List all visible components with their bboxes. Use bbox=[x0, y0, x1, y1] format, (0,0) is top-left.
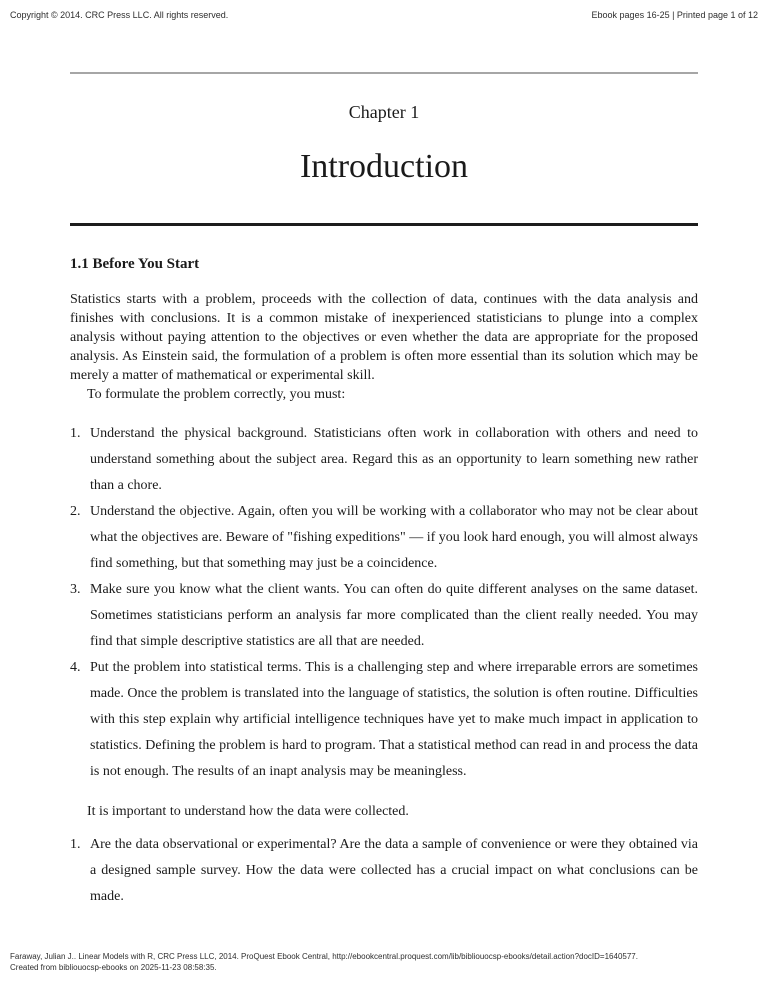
page-content bbox=[70, 0, 698, 910]
list-item-number: 2. bbox=[70, 504, 81, 519]
list-item-number: 3. bbox=[70, 582, 81, 597]
chapter-title: Introduction bbox=[299, 148, 469, 185]
list-item-number: 1. bbox=[70, 426, 81, 441]
pages-info-text: Ebook pages 16-25 | Printed page 1 of 12 bbox=[591, 10, 758, 20]
citation-line-2: Created from bibliouocsp-ebooks on 2025-11-23 08:58:35. bbox=[10, 963, 217, 972]
title-divider bbox=[70, 223, 698, 226]
section-heading: 1.1 Before You Start bbox=[70, 256, 200, 272]
list-item-number: 1. bbox=[70, 837, 81, 852]
formulate-instruction: To formulate the problem correctly, you must: bbox=[87, 387, 346, 402]
list-item-text: Understand the objective. Again, often you will be working with a collaborator who may not be clear about what the objectives are. Beware of "fishing expeditions" — if you look hard enough, you will almost always find something, but that something may just be a coincidence. bbox=[90, 504, 698, 571]
list-item bbox=[70, 832, 698, 910]
header-divider bbox=[70, 72, 698, 74]
list-item bbox=[70, 577, 698, 655]
chapter-label: Chapter 1 bbox=[348, 102, 420, 122]
citation-line-1: Faraway, Julian J.. Linear Models with R, CRC Press LLC, 2014. ProQuest Ebook Central, http://ebookcentral.proquest.com/lib/bibliouocsp-ebooks/detail.action?docID=1640577. bbox=[10, 952, 638, 961]
list-item-text: Understand the physical background. Statisticians often work in collaboration with others and need to understand something about the subject area. Regard this as an opportunity to learn something new rather than a chore. bbox=[90, 426, 698, 493]
data-collection-note: It is important to understand how the data were collected. bbox=[87, 804, 409, 819]
list-item-number: 4. bbox=[70, 660, 81, 675]
list-item bbox=[70, 655, 698, 785]
page-footer bbox=[10, 951, 758, 973]
list-item-text: Are the data observational or experimental? Are the data a sample of convenience or were they obtained via a designed sample survey. How the data were collected has a crucial impact on what conclusions can be made. bbox=[90, 837, 698, 904]
data-collection-list bbox=[70, 832, 698, 910]
list-item-text: Make sure you know what the client wants. You can often do quite different analyses on the same dataset. Sometimes statisticians perform an analysis far more complicated than the client really needed. You may find that simple descriptive statistics are all that are needed. bbox=[90, 582, 698, 649]
copyright-text: Copyright © 2014. CRC Press LLC. All rights reserved. bbox=[10, 10, 229, 20]
list-item bbox=[70, 499, 698, 577]
formulate-list bbox=[70, 421, 698, 785]
list-item-text: Put the problem into statistical terms. This is a challenging step and where irreparable errors are sometimes made. Once the problem is translated into the language of statistics, the solution is often routine. Difficulties with this step explain why artificial intelligence techniques have yet to make much impact in application to statistics. Defining the problem is hard to program. That a statistical method can read in and process the data is not enough. The results of an inapt analysis may be meaningless. bbox=[90, 660, 698, 779]
list-item bbox=[70, 421, 698, 499]
intro-paragraph: Statistics starts with a problem, proceeds with the collection of data, continues with the data analysis and finishes with conclusions. It is a common mistake of inexperienced statisticians to plunge into a complex analysis without paying attention to the objectives or even whether the data are appropriate for the proposed analysis. As Einstein said, the formulation of a problem is often more essential than its solution which may be merely a matter of mathematical or experimental skill. bbox=[70, 292, 698, 383]
